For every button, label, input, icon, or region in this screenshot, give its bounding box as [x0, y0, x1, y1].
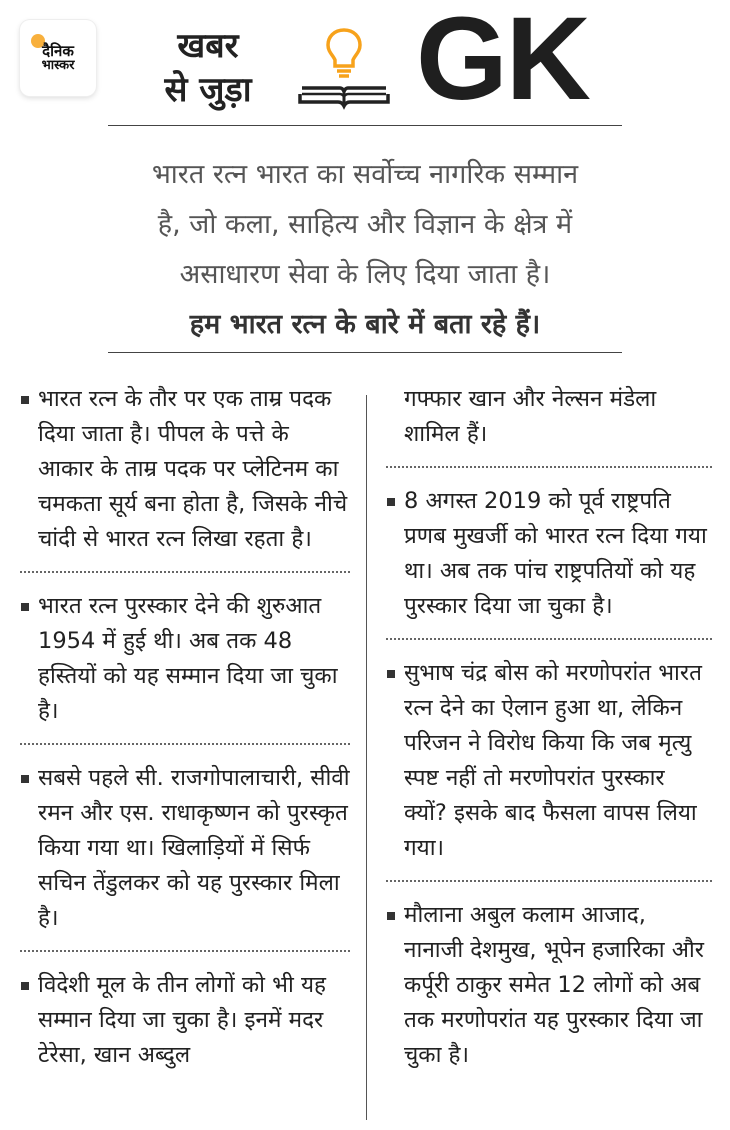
bullet-icon: [387, 670, 395, 678]
fact-item: [20, 761, 350, 936]
fact-text: भारत रत्न पुरस्कार देने की शुरुआत 1954 में हुई थी। अब तक 48 हस्तियों को यह सम्मान दिया जा चुका है।: [38, 593, 338, 724]
header-title-line-2: से जुड़ा: [164, 70, 252, 110]
fact-text: 8 अगस्त 2019 को पूर्व राष्ट्रपति प्रणब मुखर्जी को भारत रत्न दिया गया था। अब तक पांच राष्ट्रपतियों को यह पुरस्कार दिया जा चुका है।: [404, 488, 707, 619]
dotted-separator: [20, 571, 350, 573]
fact-text: विदेशी मूल के तीन लोगों को भी यह सम्मान दिया जा चुका है। इनमें मदर टेरेसा, खान अब्दुल: [38, 972, 326, 1068]
top-divider: [108, 125, 622, 126]
intro-line: भारत रत्न भारत का सर्वोच्च नागरिक सम्मान: [151, 159, 579, 190]
header-title: [148, 24, 268, 112]
dotted-separator: [386, 880, 712, 882]
fact-text: सुभाष चंद्र बोस को मरणोपरांत भारत रत्न देने का ऐलान हुआ था, लेकिन परिजन ने विरोध किया कि जब मृत्यु स्पष्ट नहीं तो मरणोपरांत पुरस्कार क्यों? इसके बाद फैसला वापस लिया गया।: [404, 660, 702, 861]
logo-line-2: भास्कर: [41, 58, 75, 74]
fact-text: मौलाना अबुल कलाम आजाद, नानाजी देशमुख, भूपेन हजारिका और कर्पूरी ठाकुर समेत 12 लोगों को अब तक मरणोपरांत यह पुरस्कार दिया जा चुका है।: [404, 902, 704, 1068]
logo-line-1: दैनिक: [42, 41, 74, 60]
intro-bold-line: हम भारत रत्न के बारे में बता रहे हैं।: [189, 309, 541, 340]
header-title-line-1: खबर: [177, 26, 239, 66]
bullet-icon: [21, 982, 29, 990]
fact-item: [20, 968, 350, 1073]
bulb-book-icon: [298, 22, 390, 114]
fact-text: सबसे पहले सी. राजगोपालाचारी, सीवी रमन और एस. राधाकृष्णन को पुरस्कृत किया गया था। खिलाड़ियों में सिर्फ सचिन तेंडुलकर को यह पुरस्कार मिला है।: [38, 765, 350, 931]
dotted-separator: [20, 743, 350, 745]
fact-item: [20, 589, 350, 729]
column-divider: [366, 395, 367, 1120]
bullet-icon: [21, 396, 29, 404]
dotted-separator: [20, 950, 350, 952]
fact-item: [386, 484, 712, 624]
left-column: [20, 382, 350, 1073]
fact-item: [20, 382, 350, 557]
bullet-icon: [21, 775, 29, 783]
bullet-icon: [387, 912, 395, 920]
bullet-icon: [21, 603, 29, 611]
fact-text: भारत रत्न के तौर पर एक ताम्र पदक दिया जाता है। पीपल के पत्ते के आकार के ताम्र पदक पर प्लेटिनम का चमकता सूर्य बना होता है, जिसके नीचे चांदी से भारत रत्न लिखा रहता है।: [38, 386, 348, 552]
fact-item: [386, 898, 712, 1073]
right-column: [386, 382, 712, 1073]
dotted-separator: [386, 466, 712, 468]
dotted-separator: [386, 638, 712, 640]
intro-line: है, जो कला, साहित्य और विज्ञान के क्षेत्र में: [157, 209, 573, 240]
intro-paragraph: [108, 150, 622, 350]
gk-heading: GK: [416, 0, 589, 125]
fact-item: [386, 656, 712, 866]
bullet-icon: [387, 498, 395, 506]
intro-bottom-divider: [108, 352, 622, 353]
fact-continuation: गफ्फार खान और नेल्सन मंडेला शामिल हैं।: [404, 386, 657, 447]
dainik-bhaskar-logo: [20, 20, 96, 96]
intro-line: असाधारण सेवा के लिए दिया जाता है।: [179, 259, 551, 290]
